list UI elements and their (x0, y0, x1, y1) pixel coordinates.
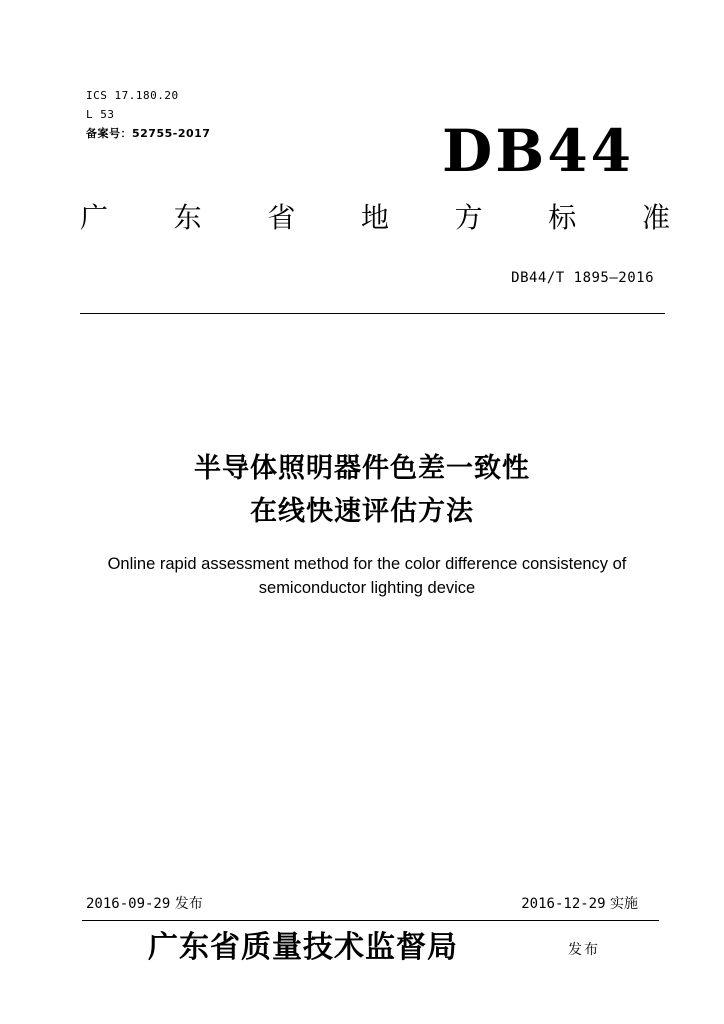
implement-label: 实施 (610, 896, 638, 912)
standard-type-char: 省 (267, 201, 296, 234)
issuer-suffix: 发布 (568, 942, 600, 958)
implement-date (521, 894, 638, 914)
title-en-line1: Online rapid assessment method for the color difference consistency of (107, 555, 627, 573)
standard-type-char: 东 (173, 201, 202, 234)
standard-type-char: 广 (80, 201, 109, 234)
standard-type-char: 准 (641, 201, 670, 234)
bottom-divider (82, 920, 659, 921)
standard-type-char: 标 (548, 201, 577, 234)
standard-logo: DB44 (442, 117, 635, 185)
standard-type (80, 198, 670, 238)
record-number (86, 127, 210, 141)
record-value: 52755-2017 (132, 127, 211, 140)
title-cn-line1: 半导体照明器件色差一致性 (194, 453, 530, 484)
record-label: 备案号： (86, 127, 132, 140)
implement-date-value: 2016-12-29 (521, 896, 606, 912)
ics-code: ICS 17.180.20 (86, 89, 179, 102)
top-divider (80, 313, 665, 314)
issue-label: 发布 (174, 896, 203, 912)
classification-code: L 53 (86, 108, 115, 121)
standard-code: DB44/T 1895—2016 (511, 270, 654, 286)
title-en-line2: semiconductor lighting device (258, 579, 476, 597)
issue-date (86, 894, 203, 914)
standard-type-char: 方 (454, 201, 483, 234)
standard-type-char: 地 (360, 201, 389, 234)
issuer-name: 广东省质量技术监督局 (148, 930, 458, 965)
title-cn-line2: 在线快速评估方法 (250, 496, 474, 527)
issue-date-value: 2016-09-29 (86, 896, 171, 912)
